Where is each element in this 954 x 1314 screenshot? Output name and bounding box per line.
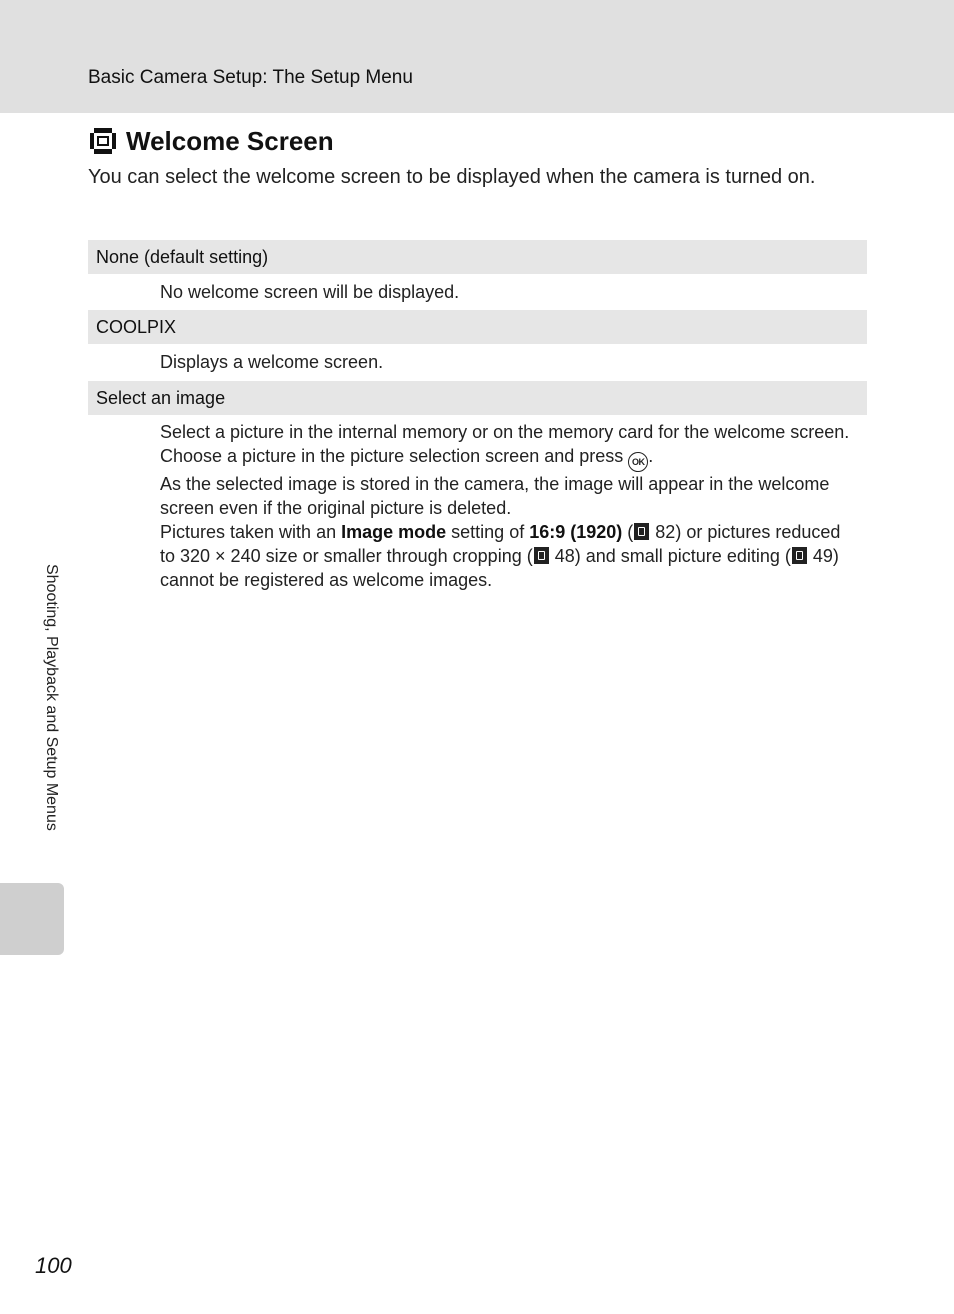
page-reference-icon [634, 523, 649, 540]
setting-value-term: 16:9 (1920) [529, 522, 623, 542]
page-number: 100 [35, 1253, 72, 1278]
page-title [88, 124, 334, 158]
option-coolpix-description: Displays a welcome screen. [160, 352, 384, 372]
option-none-description: No welcome screen will be displayed. [160, 282, 460, 302]
para3-text-a: Pictures taken with an [160, 522, 337, 542]
welcome-screen-icon [88, 126, 118, 156]
header-title: Basic Camera Setup: The Setup Menu [88, 67, 413, 88]
option-coolpix-heading: COOLPIX [88, 310, 867, 344]
page-reference-icon [792, 547, 807, 564]
side-section-tab [0, 883, 64, 955]
para3-text-c: 82) or pictures reduced to 320 × 240 size or smaller through cropping ( [160, 522, 841, 566]
image-mode-term: Image mode [341, 522, 447, 542]
select-image-paragraph-1 [160, 420, 860, 472]
select-image-paragraph-3: Pictures taken with an Image mode setting of 16:9 (1920) ( 82) or pictures reduced to 320 × 240 size or smaller through cropping ( 48) and small picture editing ( 49) cannot be registered as welcome images. [160, 522, 841, 590]
para3-text-b: setting of [451, 522, 525, 542]
ok-button-icon: OK [628, 452, 648, 472]
option-select-image-description [160, 420, 860, 592]
section-title: Welcome Screen [126, 125, 334, 156]
para1-end: . [648, 446, 654, 466]
para3-text-e: 49) cannot be registered as welcome images. [160, 546, 839, 590]
intro-text: You can select the welcome screen to be displayed when the camera is turned on. [88, 166, 816, 188]
para1-text: Select a picture in the internal memory or on the memory card for the welcome screen. Choose a picture in the picture selection screen and press [160, 422, 850, 466]
option-none-heading: None (default setting) [88, 240, 867, 274]
option-select-image-heading: Select an image [88, 381, 867, 415]
select-image-paragraph-2: As the selected image is stored in the camera, the image will appear in the welcome screen even if the original picture is deleted. [160, 474, 830, 518]
header-band [0, 0, 954, 113]
side-section-label: Shooting, Playback and Setup Menus [43, 564, 60, 831]
page-reference-icon [534, 547, 549, 564]
para3-text-d: 48) and small picture editing ( [554, 546, 791, 566]
